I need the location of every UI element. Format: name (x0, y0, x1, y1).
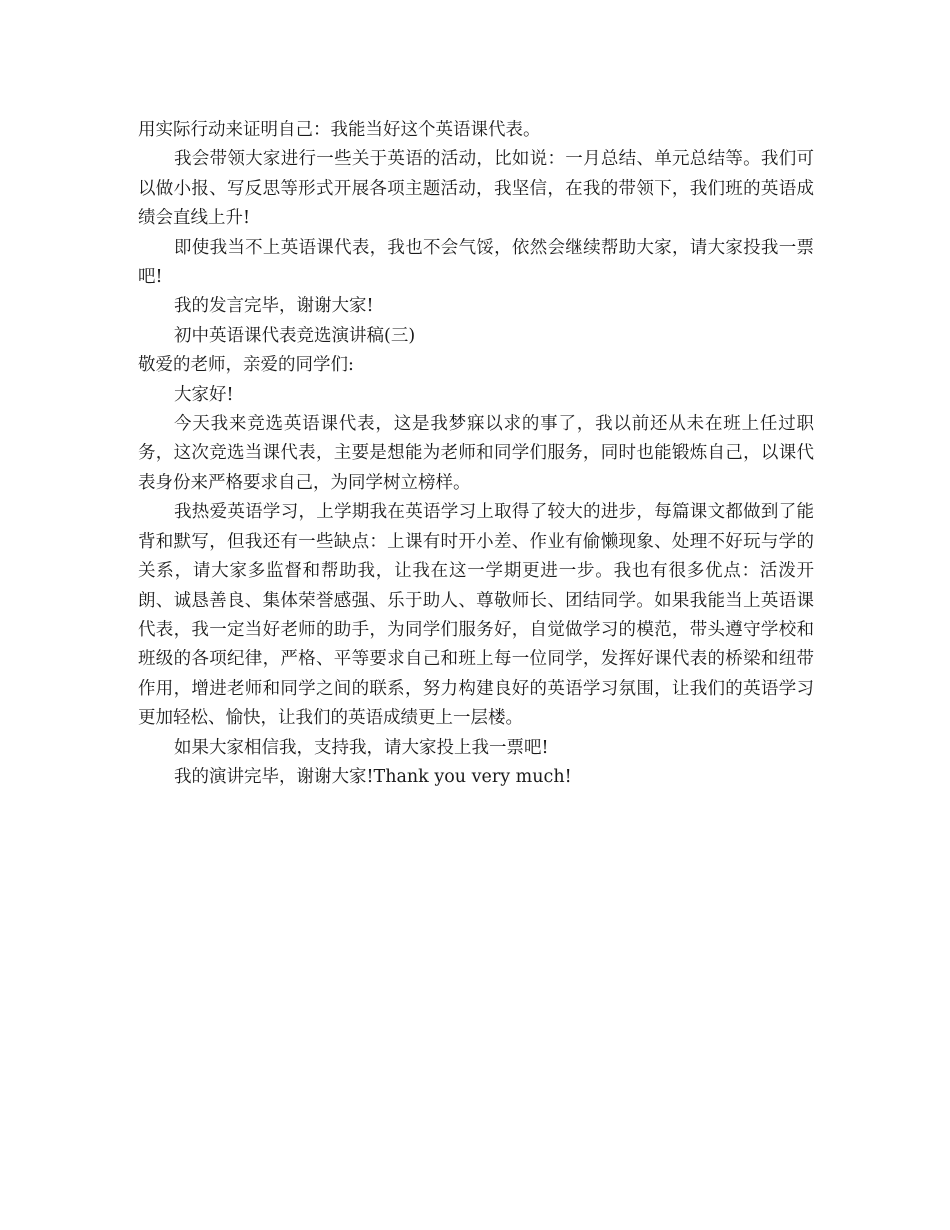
paragraph-self-description: 我热爱英语学习，上学期我在英语学习上取得了较大的进步，每篇课文都做到了能背和默写，但我还有一些缺点：上课有时开小差、作业有偷懒现象、处理不好玩与学的关系，请大家多监督和帮助我，让我在这一学期更进一步。我也有很多优点：活泼开朗、诚恳善良、集体荣誉感强、乐于助人、尊敬师长、团结同学。如果我能当上英语课代表，我一定当好老师的助手，为同学们服务好，自觉做学习的模范，带头遵守学校和班级的各项纪律，严格、平等要求自己和班上每一位同学，发挥好课代表的桥梁和纽带作用，增进老师和同学之间的联系，努力构建良好的英语学习氛围，让我们的英语学习更加轻松、愉快，让我们的英语成绩更上一层楼。 (138, 502, 814, 729)
paragraph-support-request: 如果大家相信我，支持我，请大家投上我一票吧! (174, 737, 549, 758)
document-body (138, 116, 814, 792)
paragraph-closing: 我的发言完毕，谢谢大家! (174, 296, 374, 317)
paragraph-continuation: 用实际行动来证明自己：我能当好这个英语课代表。 (138, 120, 541, 140)
salutation: 敬爱的老师，亲爱的同学们: (138, 355, 354, 376)
paragraph-intro: 今天我来竞选英语课代表，这是我梦寐以求的事了，我以前还从未在班上任过职务，这次竞选当课代表，主要是想能为老师和同学们服务，同时也能锻炼自己，以课代表身份来严格要求自己，为同学树立榜样。 (138, 414, 814, 493)
paragraph-vote-request: 即使我当不上英语课代表，我也不会气馁，依然会继续帮助大家，请大家投我一票吧! (138, 237, 814, 288)
section-title: 初中英语课代表竞选演讲稿(三) (174, 325, 416, 346)
paragraph-activities: 我会带领大家进行一些关于英语的活动，比如说：一月总结、单元总结等。我们可以做小报、写反思等形式开展各项主题活动，我坚信，在我的带领下，我们班的英语成绩会直线上升! (138, 149, 814, 229)
greeting: 大家好! (174, 384, 234, 405)
paragraph-final: 我的演讲完毕，谢谢大家!Thank you very much! (174, 766, 572, 787)
